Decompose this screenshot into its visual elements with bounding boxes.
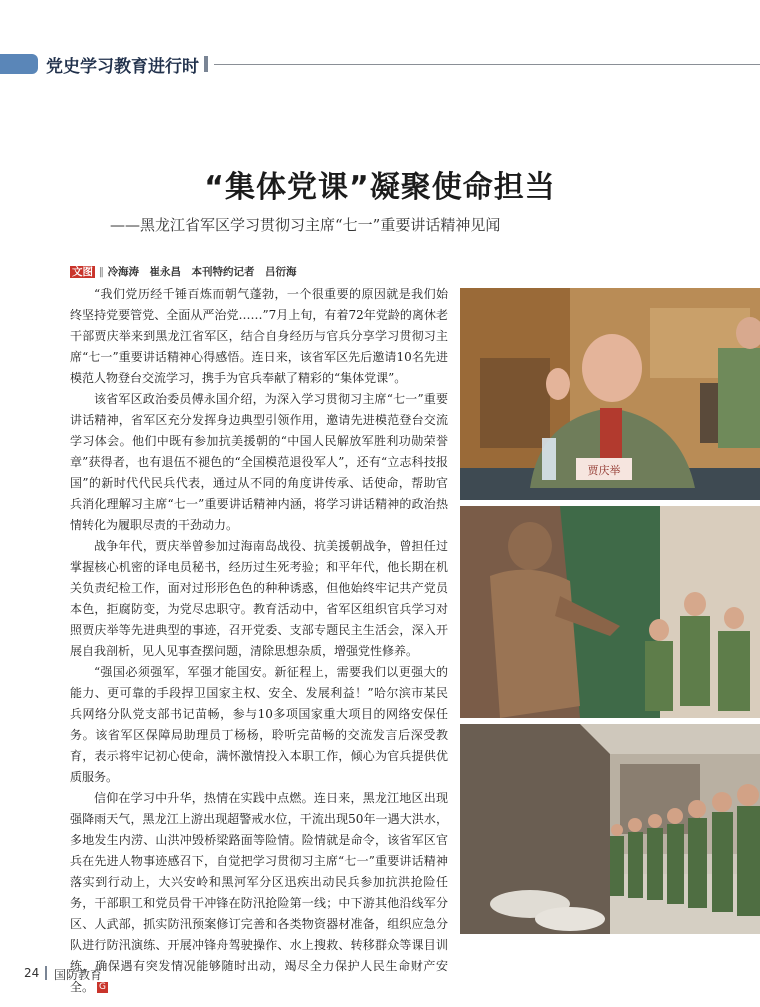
byline-tag: 文图 xyxy=(72,266,93,278)
paragraph: “我们党历经千锤百炼而朝气蓬勃，一个很重要的原因就是我们始终坚持党要管党、全面从严治党……”7月上旬，有着72年党龄的离休老干部贾庆举来到黑龙江省军区，结合自身经历与官兵分享学习贯彻习主席“七一”重要讲话精神心得感悟。连日来，该省军区先后邀请10名先进模范人物登台交流学习，携手为官兵奉献了精彩的“集体党课”。 xyxy=(70,287,448,385)
section-tab-marker xyxy=(0,54,38,74)
paragraph: 该省军区政治委员傅永国介绍，为深入学习贯彻习主席“七一”重要讲话精神，省军区充分发挥身边典型引领作用，邀请先进模范登台交流学习体会。他们中既有参加抗美援朝的“中国人民解放军胜利功勋荣誉章”获得者，也有退伍不褪色的“全国模范退役军人”，还有“立志科技报国”的新时代代民兵代表，通过从不同的角度讲传承、话使命，帮助官兵消化理解习主席“七一”重要讲话精神内涵，将学习讲话精神的政治热情转化为履职尽责的干劲动力。 xyxy=(70,392,448,532)
article-subtitle: ——黑龙江省军区学习贯彻习主席“七一”重要讲话精神见闻 xyxy=(110,216,501,234)
photo-museum-soldiers xyxy=(460,724,760,934)
paragraph: “强国必须强军，军强才能国安。新征程上，需要我们以更强大的能力、更可靠的手段捍卫国家主权、安全、发展利益！”哈尔滨市某民兵网络分队党支部书记苗畅，参与10多项国家重大项目的网络安保任务。该省军区保障局助理员丁杨杨，聆听完苗畅的交流发言后深受教育，表示将牢记初心使命，满怀激情投入本职工作，倾心为官兵提供优质服务。 xyxy=(70,665,448,784)
photo-statue-art xyxy=(460,506,760,718)
paragraph xyxy=(70,788,448,998)
paragraph-text: 信仰在学习中升华，热情在实践中点燃。连日来，黑龙江地区出现强降雨天气，黑龙江上游出现超警戒水位，干流出现50年一遇大洪水，多地发生内涝、山洪冲毁桥梁路面等险情。险情就是命令，该省军区官兵在先进人物事迹感召下，自觉把学习贯彻习主席“七一”重要讲话精神落实到行动上，大兴安岭和黑河军分区迅疾出动民兵参加抗洪抢险任务，干部职工和党员骨干冲锋在防汛抢险第一线；中下游其他沿线军分区、人武部，抓实防汛预案修订完善和各类物资器材准备，组织应急分队进行防汛演练、开展冲锋舟驾驶操作、水上搜救、转移群众等课目训练，确保遇有突发情况能够随时出动，竭尽全力保护人民生命财产安全。 xyxy=(70,791,448,994)
article-body xyxy=(70,284,448,998)
photo-speaker-art xyxy=(460,288,760,500)
section-divider xyxy=(204,56,208,72)
photo-statue-soldiers xyxy=(460,506,760,718)
footer-divider xyxy=(45,966,47,980)
paragraph: 战争年代，贾庆举曾参加过海南岛战役、抗美援朝战争，曾担任过掌握核心机密的译电员秘书，经历过生死考验；和平年代，他长期在机关负责纪检工作，面对过形形色色的种种诱惑，但他始终牢记共产党员本色，拒腐防变，为党尽忠职守。教育活动中，省军区组织官兵学习对照贾庆举等先进典型的事迹，召开党委、支部专题民主生活会，深入开展自我剖析，见人见事查摆问题，清除思想杂质，增强党性修养。 xyxy=(70,539,448,658)
page-number: 24 xyxy=(24,966,40,980)
article-title: “集体党课”凝聚使命担当 xyxy=(204,170,556,205)
byline: 文图 ‖ 冷海涛 崔永昌 本刊特约记者 吕衍海 xyxy=(72,266,297,278)
end-mark: G xyxy=(97,982,108,993)
byline-names: 冷海涛 崔永昌 本刊特约记者 吕衍海 xyxy=(107,266,297,278)
photo-speaker xyxy=(460,288,760,500)
header-rule xyxy=(214,64,760,65)
photo-museum-art xyxy=(460,724,760,934)
section-title: 党史学习教育进行时 xyxy=(46,57,199,77)
speaker-nameplate: 贾庆举 xyxy=(587,464,621,477)
magazine-name: 国防教育 xyxy=(54,968,103,982)
